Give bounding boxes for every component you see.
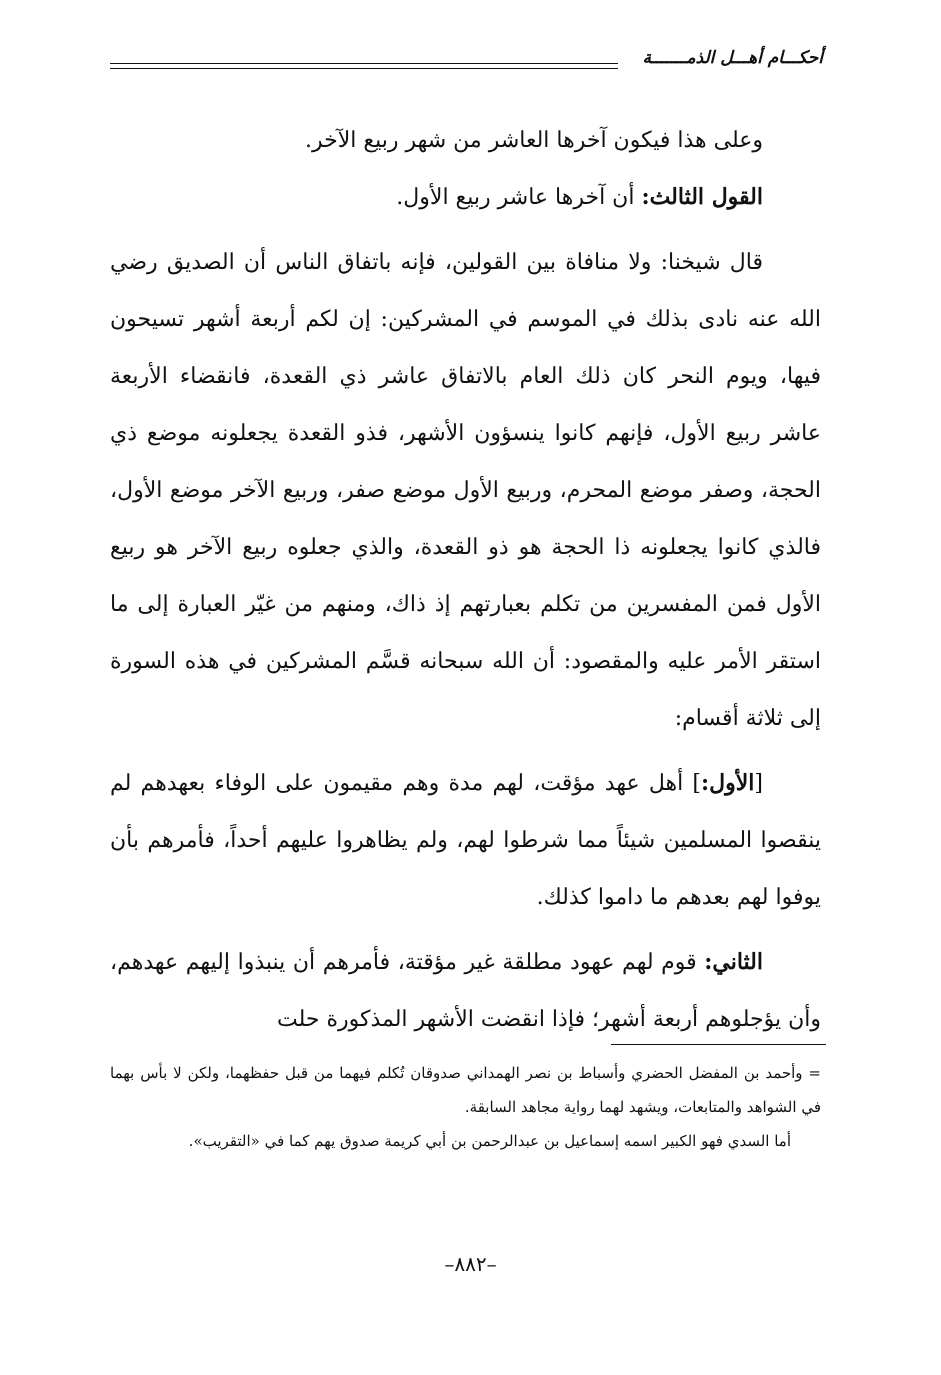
- heading-second-category: الثاني:: [704, 949, 763, 975]
- paragraph-2: [110, 169, 821, 226]
- bracket-open: [: [754, 771, 763, 796]
- footnote-separator: [611, 1044, 826, 1045]
- page-number: –٨٨٢–: [444, 1252, 497, 1276]
- paragraph-2-text: أن آخرها عاشر ربيع الأول.: [396, 185, 642, 210]
- paragraph-3: قال شيخنا: ولا منافاة بين القولين، فإنه باتفاق الناس أن الصديق رضي الله عنه نادى بذلك في الموسم في المشركين: إن لكم أربعة أشهر تسيحون فيها، ويوم النحر كان ذلك العام بالاتفاق عاشر ذي القعدة، فانقضاء الأربعة عاشر ربيع الأول، فإنهم كانوا ينسؤون الأشهر، فذو القعدة يجعلونه موضع ذي الحجة، وصفر موضع المحرم، وربيع الأول موضع صفر، وربيع الآخر موضع الأول، فالذي كانوا يجعلونه ذا الحجة هو ذو القعدة، والذي جعلوه ربيع الآخر هو ربيع الأول فمن المفسرين من تكلم بعبارتهم إذ ذاك، ومنهم من غيّر العبارة إلى ما استقر الأمر عليه والمقصود: أن الله سبحانه قسَّم المشركين في هذه السورة إلى ثلاثة أقسام:: [110, 250, 821, 731]
- paragraph-5: [110, 934, 821, 1048]
- paragraph-4: [110, 755, 821, 926]
- footnotes: [110, 1056, 821, 1158]
- footnote-1: = وأحمد بن المفضل الحضري وأسباط بن نصر الهمداني صدوقان تُكلم فيهما من قبل حفظهما، ولكن لا بأس بهما في الشواهد والمتابعات، ويشهد لهما رواية مجاهد السابقة.: [110, 1064, 821, 1116]
- bracket-close: ]: [692, 771, 702, 796]
- running-header-title: أحكـــام أهـــل الذمـــــــة: [642, 48, 823, 68]
- paragraph-5-text: قوم لهم عهود مطلقة غير مؤقتة، فأمرهم أن ينبذوا إليهم عهدهم، وأن يؤجلوهم أربعة أشهر؛ فإذا انقضت الأشهر المذكورة حلت: [110, 950, 821, 1032]
- heading-first-category: الأول:: [701, 770, 755, 796]
- header-double-rule: [110, 63, 618, 69]
- paragraph-1: وعلى هذا فيكون آخرها العاشر من شهر ربيع الآخر.: [305, 128, 763, 153]
- main-text: [110, 112, 821, 1048]
- footnote-2: أما السدي فهو الكبير اسمه إسماعيل بن عبدالرحمن بن أبي كريمة صدوق يهم كما في «التقريب».: [188, 1132, 791, 1150]
- heading-third-opinion: القول الثالث:: [641, 184, 763, 210]
- paragraph-4-text: أهل عهد مؤقت، لهم مدة وهم مقيمون على الوفاء بعهدهم لم ينقصوا المسلمين شيئاً مما شرطوا لهم، ولم يظاهروا عليهم أحداً، فأمرهم بأن يوفوا لهم بعدهم ما داموا كذلك.: [110, 771, 821, 910]
